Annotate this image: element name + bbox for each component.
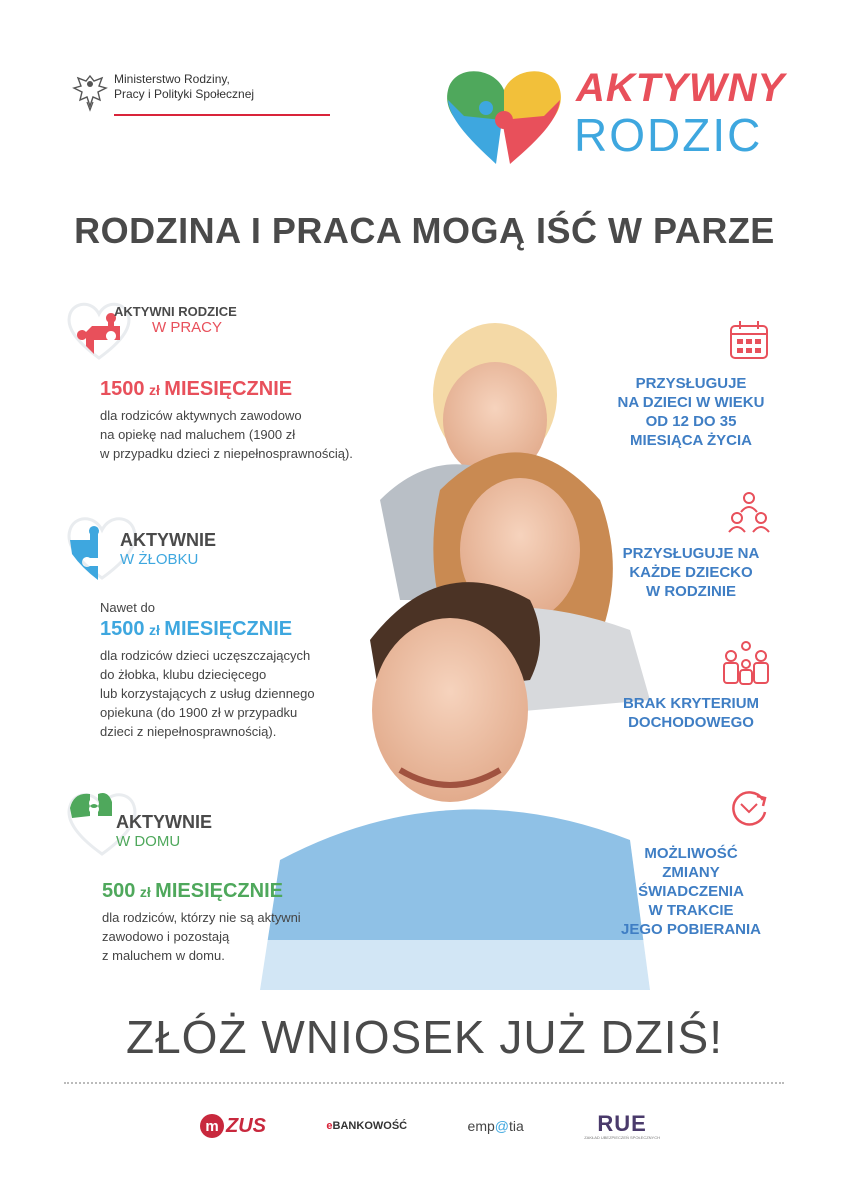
section-2-desc-line: dzieci z niepełnosprawnością). bbox=[100, 724, 277, 739]
section-2-currency: zł bbox=[148, 622, 160, 638]
section-1-subtitle: W PRACY bbox=[152, 319, 223, 336]
dotted-divider bbox=[64, 1082, 784, 1084]
feature-no-income-criterion bbox=[591, 640, 791, 732]
section-3-heading bbox=[116, 812, 212, 850]
rue-logo-text: RUE bbox=[597, 1110, 647, 1136]
section-3-description bbox=[102, 908, 382, 965]
section-2-desc-line: lub korzystających z usług dziennego bbox=[100, 686, 315, 701]
empatia-logo-at: @ bbox=[494, 1118, 509, 1134]
feature-4-line: W TRAKCIE bbox=[648, 902, 734, 919]
section-2-amount: 1500 bbox=[100, 618, 145, 640]
call-to-action: ZŁÓŻ WNIOSEK JUŻ DZIŚ! bbox=[125, 1011, 724, 1063]
calendar-icon bbox=[727, 318, 771, 362]
section-3-amount: 500 bbox=[102, 880, 136, 902]
section-1-amount-line bbox=[100, 378, 292, 401]
aktywny-rodzic-logo bbox=[440, 60, 800, 170]
section-3-desc-line: z maluchem w domu. bbox=[102, 948, 225, 963]
section-1-heading bbox=[114, 304, 237, 336]
ebankowosc-logo-text: BANKOWOŚĆ bbox=[332, 1120, 408, 1132]
feature-1-line: OD 12 DO 35 bbox=[645, 413, 737, 430]
section-1-description bbox=[100, 406, 400, 463]
section-3-amount-line bbox=[102, 880, 283, 903]
feature-1-line: MIESIĄCA ŻYCIA bbox=[630, 432, 752, 449]
section-2-heading bbox=[120, 530, 216, 568]
section-1-title: AKTYWNI RODZICE bbox=[114, 304, 237, 319]
page-headline: RODZINA I PRACA MOGĄ IŚĆ W PARZE bbox=[74, 210, 775, 251]
family-icon bbox=[727, 490, 771, 534]
feature-4-line: ZMIANY bbox=[662, 864, 720, 881]
section-3-period: MIESIĘCZNIE bbox=[155, 880, 283, 902]
section-2-subtitle: W ŻŁOBKU bbox=[120, 551, 199, 568]
refresh-icon bbox=[727, 786, 771, 830]
mzus-logo bbox=[200, 1114, 266, 1138]
section-1-currency: zł bbox=[148, 382, 160, 398]
mzus-logo-m: m bbox=[200, 1114, 224, 1138]
section-1-amount: 1500 bbox=[100, 378, 145, 400]
feature-4-line: ŚWIADCZENIA bbox=[638, 883, 744, 900]
feature-4-line: MOŻLIWOŚĆ bbox=[644, 845, 738, 862]
section-1-desc-line: w przypadku dzieci z niepełnosprawnością). bbox=[100, 446, 353, 461]
rue-logo-subtitle: ZAKŁAD UBEZPIECZEŃ SPOŁECZNYCH bbox=[584, 1134, 660, 1140]
section-3-title: AKTYWNIE bbox=[116, 812, 212, 832]
feature-3-line: DOCHODOWEGO bbox=[628, 714, 754, 731]
mzus-logo-text: ZUS bbox=[226, 1114, 266, 1137]
section-2-description bbox=[100, 646, 400, 741]
section-2-amount-line bbox=[100, 618, 292, 641]
feature-4-line: JEGO POBIERANIA bbox=[620, 921, 762, 938]
section-3-desc-line: zawodowo i pozostają bbox=[102, 929, 230, 944]
feature-2-line: W RODZINIE bbox=[646, 583, 736, 600]
feature-1-line: NA DZIECI W WIEKU bbox=[617, 394, 765, 411]
feature-age bbox=[591, 318, 791, 450]
section-1-period: MIESIĘCZNIE bbox=[164, 378, 293, 400]
feature-every-child bbox=[591, 490, 791, 601]
empatia-logo-part1: emp bbox=[467, 1118, 495, 1134]
ebankowosc-logo bbox=[326, 1120, 407, 1132]
logo-word-rodzic: RODZIC bbox=[574, 109, 763, 161]
section-3-currency: zł bbox=[139, 884, 151, 900]
section-3-desc-line: dla rodziców, którzy nie są aktywni bbox=[102, 910, 301, 925]
section-2-desc-line: do żłobka, klubu dziecięcego bbox=[100, 667, 267, 682]
section-2-desc-line: opiekuna (do 1900 zł w przypadku bbox=[100, 705, 298, 720]
feature-2-line: PRZYSŁUGUJE NA bbox=[622, 545, 760, 562]
section-3-subtitle: W DOMU bbox=[116, 833, 181, 850]
section-1-desc-line: dla rodziców aktywnych zawodowo bbox=[100, 408, 302, 423]
feature-3-line: BRAK KRYTERIUM bbox=[622, 695, 760, 712]
section-2-period: MIESIĘCZNIE bbox=[164, 618, 293, 640]
puzzle-heart-icon bbox=[440, 60, 570, 170]
feature-change-benefit bbox=[591, 786, 791, 939]
footer-logos bbox=[200, 1106, 660, 1146]
section-2-desc-line: dla rodziców dzieci uczęszczających bbox=[100, 648, 311, 663]
people-icon bbox=[721, 640, 771, 686]
ministry-line-2: Pracy i Polityki Społecznej bbox=[114, 87, 255, 101]
logo-word-aktywny: AKTYWNY bbox=[576, 66, 786, 110]
empatia-logo bbox=[468, 1118, 524, 1134]
ministry-header bbox=[72, 72, 254, 112]
section-2-title: AKTYWNIE bbox=[120, 530, 216, 550]
ministry-line-1: Ministerstwo Rodziny, bbox=[114, 72, 230, 86]
feature-1-line: PRZYSŁUGUJE bbox=[635, 375, 747, 392]
eagle-emblem-icon bbox=[72, 72, 108, 112]
feature-2-line: KAŻDE DZIECKO bbox=[629, 564, 753, 581]
rue-logo bbox=[584, 1110, 660, 1140]
empatia-logo-part2: tia bbox=[508, 1118, 524, 1134]
section-1-desc-line: na opiekę nad maluchem (1900 zł bbox=[100, 427, 296, 442]
section-2-prefix: Nawet do bbox=[100, 600, 155, 615]
ebankowosc-logo-e: e bbox=[326, 1120, 333, 1132]
ministry-divider bbox=[114, 114, 330, 116]
